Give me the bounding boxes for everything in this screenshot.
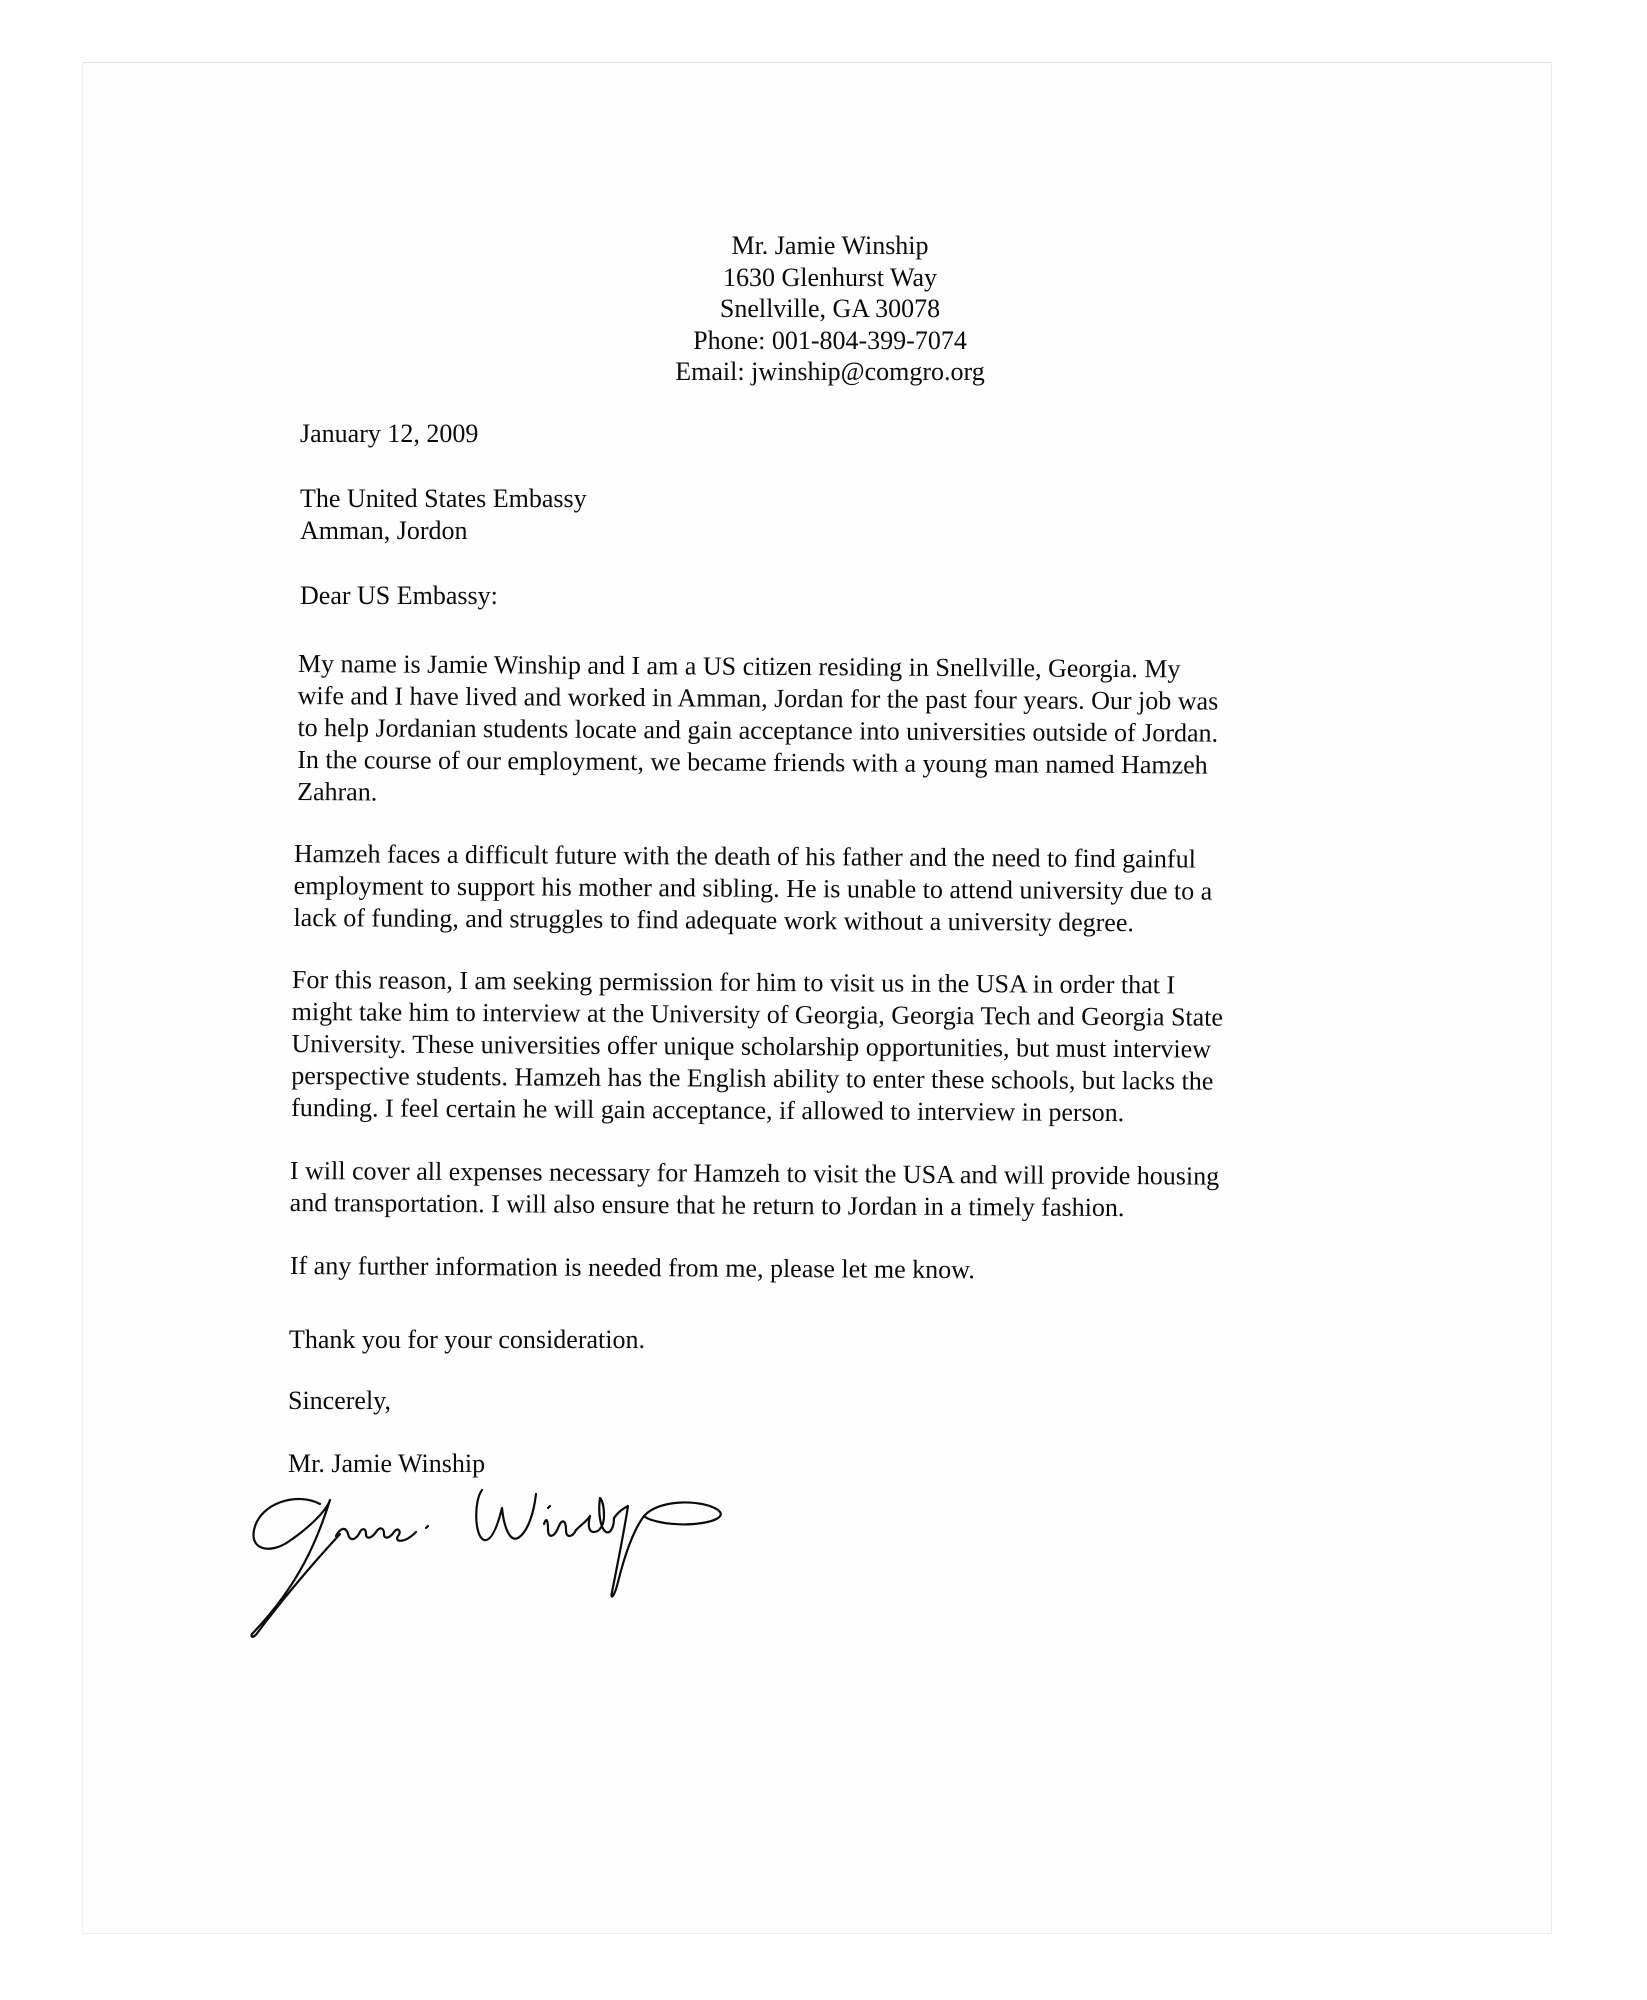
paragraph-line: perspective students. Hamzeh has the English ability to enter these schools, but lacks the [291, 1060, 1214, 1096]
paragraph-line: Thank you for your consideration. [289, 1325, 645, 1354]
letter-date: January 12, 2009 [300, 419, 479, 448]
paragraph-line: My name is Jamie Winship and I am a US citizen residing in Snellville, Georgia. My [297, 649, 1181, 684]
paragraph-line: wife and I have lived and worked in Amman, Jordan for the past four years. Our job was [297, 680, 1219, 716]
sender-address-block [640, 230, 1020, 388]
paragraph-line: funding. I feel certain he will gain acceptance, if allowed to interview in person. [291, 1092, 1125, 1128]
body-paragraph-2 [293, 838, 1212, 940]
paragraph-line: lack of funding, and struggles to find adequate work without a university degree. [293, 902, 1135, 938]
sender-city: Snellville, GA 30078 [719, 294, 941, 323]
recipient-line-1: The United States Embassy [300, 484, 587, 513]
paragraph-line: Hamzeh faces a difficult future with the death of his father and the need to find gainful [293, 839, 1196, 874]
body-paragraph-5 [290, 1250, 975, 1286]
paragraph-line: In the course of our employment, we became friends with a young man named Hamzeh [297, 744, 1208, 780]
paragraph-line: Zahran. [297, 776, 378, 807]
paragraph-line: For this reason, I am seeking permission for him to visit us in the USA in order that I [291, 965, 1176, 1000]
paragraph-line: and transportation. I will also ensure that he return to Jordan in a timely fashion. [289, 1187, 1125, 1223]
body-paragraph-3 [291, 964, 1223, 1130]
paragraph-line: employment to support his mother and sibling. He is unable to attend university due to a [293, 870, 1213, 906]
body-paragraph-4 [290, 1155, 1220, 1225]
paragraph-line: I will cover all expenses necessary for Hamzeh to visit the USA and will provide housing [289, 1156, 1220, 1191]
paragraph-line: might take him to interview at the University of Georgia, Georgia Tech and Georgia State [291, 996, 1224, 1032]
body-paragraph-1 [297, 648, 1219, 814]
sender-name: Mr. Jamie Winship [731, 231, 929, 260]
paragraph-line: If any further information is needed from me, please let me know. [289, 1251, 975, 1285]
sender-phone: Phone: 001-804-399-7074 [693, 325, 967, 355]
recipient-line-2: Amman, Jordon [300, 516, 468, 545]
sender-street: 1630 Glenhurst Way [722, 262, 938, 292]
handwritten-signature [248, 1472, 738, 1642]
sender-email: Email: jwinship@comgro.org [675, 357, 985, 386]
body-paragraph-6 [289, 1324, 645, 1356]
paragraph-line: to help Jordanian students locate and gain acceptance into universities outside of Jordan. [297, 712, 1219, 748]
signature-name: Mr. Jamie Winship [288, 1449, 486, 1478]
salutation: Dear US Embassy: [300, 581, 498, 610]
recipient-address-block [300, 483, 587, 547]
paragraph-line: University. These universities offer unique scholarship opportunities, but must interview [291, 1028, 1212, 1064]
closing: Sincerely, [288, 1386, 391, 1415]
